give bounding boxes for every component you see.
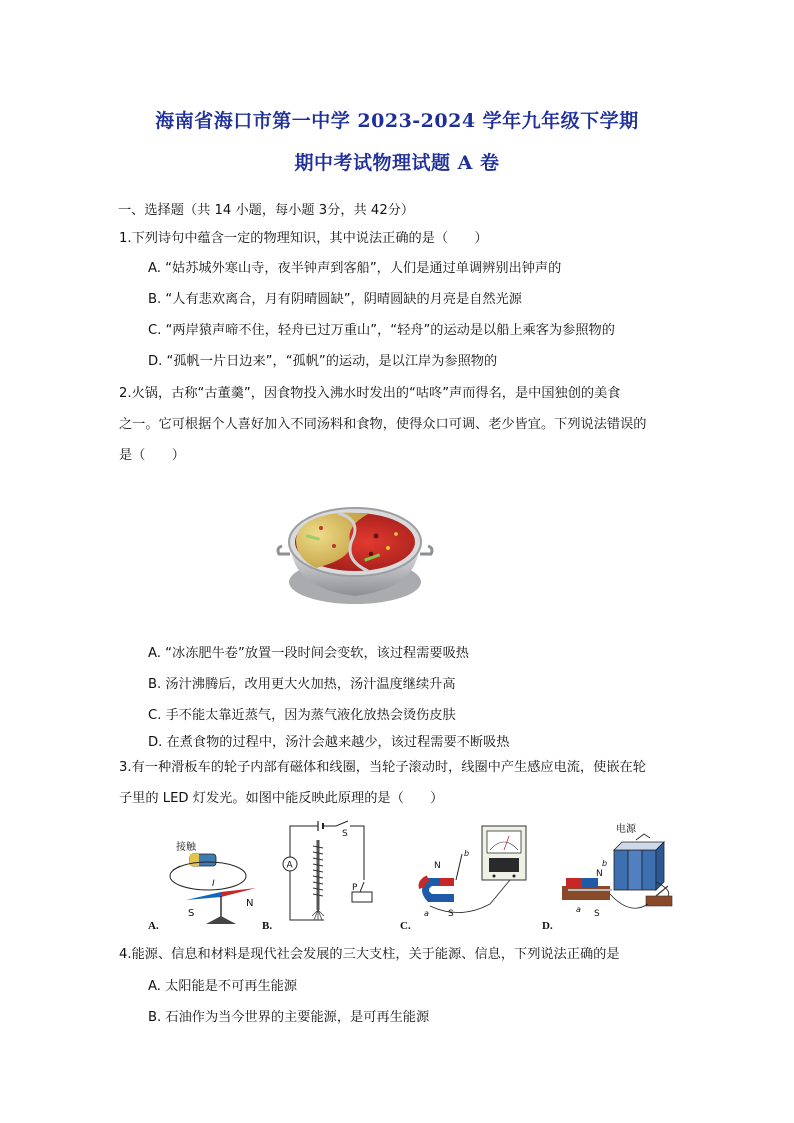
fig-a-contact-label: 接触 <box>176 842 196 853</box>
q4-stem: 4.能源、信息和材料是现代社会发展的三大支柱，关于能源、信息，下列说法正确的是 <box>119 947 620 962</box>
q3-figure-b-label: B. <box>262 920 273 932</box>
fig-b-switch-label: S <box>342 829 348 839</box>
q2-stem-line1: 2.火锅，古称“古董羹”，因食物投入沸水时发出的“咕咚”声而得名，是中国独创的美食 <box>119 386 621 401</box>
fig-a-n-label: N <box>246 898 254 909</box>
q1-stem: 1.下列诗句中蕴含一定的物理知识，其中说法正确的是（ ） <box>119 231 488 246</box>
fig-d-b-label: b <box>602 859 608 868</box>
q4-option-a: A. 太阳能是不可再生能源 <box>148 979 298 994</box>
q3-stem-line1: 3.有一种滑板车的轮子内部有磁体和线圈，当轮子滚动时，线圈中产生感应电流，使嵌在轮 <box>119 760 646 775</box>
fig-c-n-label: N <box>434 861 441 871</box>
q1-option-c: C. “两岸猿声啼不住，轻舟已过万重山”，“轻舟”的运动是以船上乘客为参照物的 <box>148 323 615 338</box>
fig-a-s-label: S <box>188 908 195 919</box>
q4-option-b: B. 石油作为当今世界的主要能源，是可再生能源 <box>148 1010 430 1025</box>
exam-title-line2: 期中考试物理试题 A 卷 <box>294 152 500 174</box>
fig-c-s-label: S <box>448 909 454 919</box>
q1-option-d: D. “孤帆一片日边来”，“孤帆”的运动，是以江岸为参照物的 <box>148 354 498 369</box>
q1-option-b: B. “人有悲欢离合，月有阴晴圆缺”，阴晴圆缺的月亮是自然光源 <box>148 292 522 307</box>
q3-figure-d <box>540 820 680 940</box>
q3-figure-b <box>268 820 380 940</box>
fig-c-a-label: a <box>424 909 429 918</box>
fig-b-slider-label: P <box>352 883 358 893</box>
fig-d-power-label: 电源 <box>616 824 636 835</box>
q3-figure-c-label: C. <box>400 920 411 932</box>
hotpot-image <box>276 496 434 608</box>
q3-stem-line2: 子里的 LED 灯发光。如图中能反映此原理的是（ ） <box>119 791 444 806</box>
q2-option-a: A. “冰冻肥牛卷”放置一段时间会变软，该过程需要吸热 <box>148 646 469 661</box>
q1-option-a: A. “姑苏城外寒山寺，夜半钟声到客船”，人们是通过单调辨别出钟声的 <box>148 261 562 276</box>
exam-title-line1: 海南省海口市第一中学 2023-2024 学年九年级下学期 <box>155 110 639 132</box>
q3-figure-c <box>410 820 534 940</box>
fig-b-ammeter-label: A <box>286 860 293 871</box>
section-heading: 一、选择题（共 14 小题，每小题 3分，共 42分） <box>118 203 415 218</box>
fig-d-s-label: S <box>594 909 600 919</box>
q3-figure-a <box>146 820 266 940</box>
q2-option-d: D. 在煮食物的过程中，汤汁会越来越少，该过程需要不断吸热 <box>148 735 510 750</box>
q2-stem-line2: 之一。它可根据个人喜好加入不同汤料和食物，使得众口可调、老少皆宜。下列说法错误的 <box>119 417 647 432</box>
q3-figure-d-label: D. <box>542 920 553 932</box>
q2-option-c: C. 手不能太靠近蒸气，因为蒸气液化放热会烫伤皮肤 <box>148 708 456 723</box>
q2-stem-line3: 是（ ） <box>119 448 185 463</box>
fig-d-n-label: N <box>596 869 603 879</box>
fig-d-a-label: a <box>576 905 581 914</box>
fig-a-current-label: I <box>212 879 215 889</box>
q2-option-b: B. 汤汁沸腾后，改用更大火加热，汤汁温度继续升高 <box>148 677 456 692</box>
q3-figure-a-label: A. <box>148 920 159 932</box>
fig-c-b-label: b <box>464 849 470 858</box>
